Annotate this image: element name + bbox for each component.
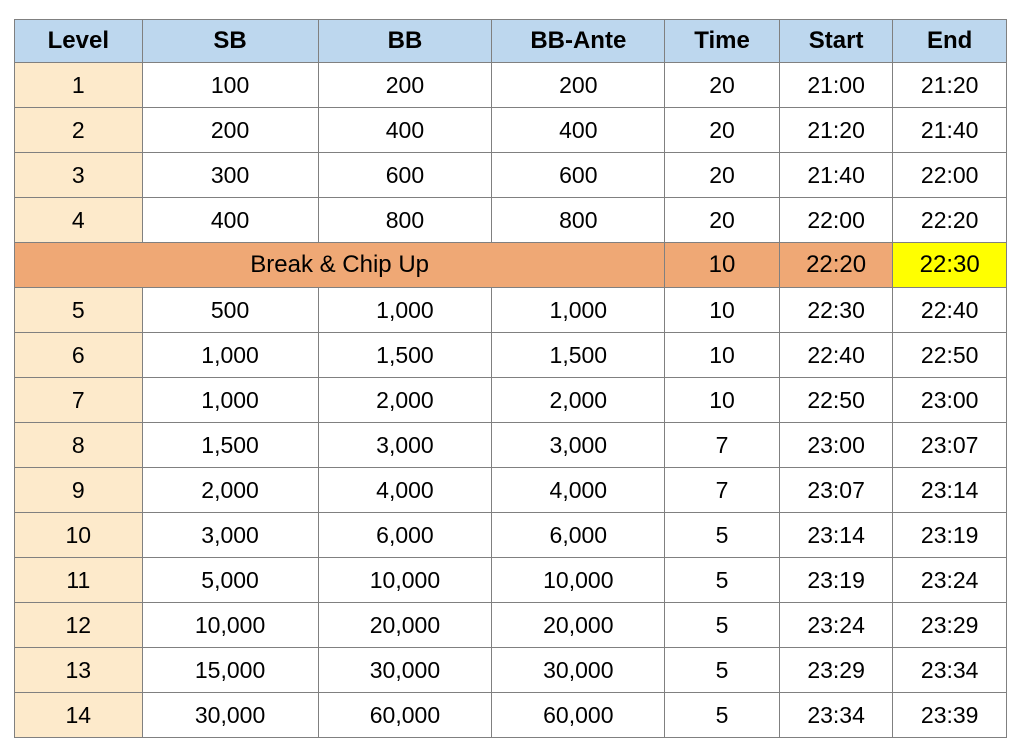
column-header-bb: BB (318, 20, 492, 63)
cell-level: 7 (15, 378, 143, 423)
table-row (15, 108, 1007, 153)
cell-bb-ante: 200 (492, 63, 665, 108)
cell-time: 10 (665, 288, 780, 333)
cell-sb: 200 (142, 108, 318, 153)
cell-start: 23:29 (779, 648, 893, 693)
table-row (15, 513, 1007, 558)
cell-start: 23:07 (779, 468, 893, 513)
tournament-structure-table (14, 19, 1007, 738)
cell-start: 22:50 (779, 378, 893, 423)
cell-sb: 1,500 (142, 423, 318, 468)
column-header-start: Start (779, 20, 893, 63)
cell-bb: 400 (318, 108, 492, 153)
cell-bb: 60,000 (318, 693, 492, 738)
cell-sb: 300 (142, 153, 318, 198)
cell-sb: 5,000 (142, 558, 318, 603)
cell-bb-ante: 10,000 (492, 558, 665, 603)
cell-sb: 100 (142, 63, 318, 108)
table-row (15, 288, 1007, 333)
cell-bb-ante: 600 (492, 153, 665, 198)
cell-bb: 20,000 (318, 603, 492, 648)
column-header-end: End (893, 20, 1007, 63)
cell-sb: 500 (142, 288, 318, 333)
column-header-bb-ante: BB-Ante (492, 20, 665, 63)
cell-level: 6 (15, 333, 143, 378)
cell-time: 5 (665, 558, 780, 603)
cell-bb: 2,000 (318, 378, 492, 423)
cell-start: 21:40 (779, 153, 893, 198)
cell-end: 21:20 (893, 63, 1007, 108)
cell-start: 22:30 (779, 288, 893, 333)
cell-bb: 10,000 (318, 558, 492, 603)
cell-end: 22:40 (893, 288, 1007, 333)
cell-level: 12 (15, 603, 143, 648)
cell-time: 5 (665, 603, 780, 648)
cell-start: 23:24 (779, 603, 893, 648)
cell-start: 21:20 (779, 108, 893, 153)
cell-end: 22:00 (893, 153, 1007, 198)
cell-level: 14 (15, 693, 143, 738)
cell-start: 22:40 (779, 333, 893, 378)
cell-end: 23:19 (893, 513, 1007, 558)
table-row (15, 378, 1007, 423)
cell-bb-ante: 6,000 (492, 513, 665, 558)
cell-bb-ante: 20,000 (492, 603, 665, 648)
cell-bb-ante: 3,000 (492, 423, 665, 468)
cell-sb: 3,000 (142, 513, 318, 558)
cell-end: 23:39 (893, 693, 1007, 738)
table-row (15, 153, 1007, 198)
table-row (15, 63, 1007, 108)
cell-time: 20 (665, 63, 780, 108)
cell-time: 7 (665, 468, 780, 513)
cell-bb: 3,000 (318, 423, 492, 468)
table-row (15, 333, 1007, 378)
cell-bb: 1,500 (318, 333, 492, 378)
cell-start: 22:00 (779, 198, 893, 243)
cell-bb: 4,000 (318, 468, 492, 513)
cell-start: 23:34 (779, 693, 893, 738)
cell-time: 5 (665, 693, 780, 738)
table-row (15, 693, 1007, 738)
column-header-level: Level (15, 20, 143, 63)
cell-start: 23:19 (779, 558, 893, 603)
cell-bb-ante: 60,000 (492, 693, 665, 738)
cell-end: 22:20 (893, 198, 1007, 243)
table-row (15, 468, 1007, 513)
cell-level: 3 (15, 153, 143, 198)
cell-bb: 600 (318, 153, 492, 198)
cell-bb: 800 (318, 198, 492, 243)
cell-bb-ante: 1,500 (492, 333, 665, 378)
cell-time: 10 (665, 333, 780, 378)
cell-bb: 30,000 (318, 648, 492, 693)
cell-start: 23:14 (779, 513, 893, 558)
cell-sb: 30,000 (142, 693, 318, 738)
cell-bb: 6,000 (318, 513, 492, 558)
cell-time: 5 (665, 648, 780, 693)
cell-end: 23:00 (893, 378, 1007, 423)
cell-end: 21:40 (893, 108, 1007, 153)
blind-structure-table (14, 19, 1007, 738)
cell-end: 23:24 (893, 558, 1007, 603)
cell-level: 5 (15, 288, 143, 333)
cell-time: 20 (665, 108, 780, 153)
cell-sb: 15,000 (142, 648, 318, 693)
cell-level: 13 (15, 648, 143, 693)
cell-bb-ante: 2,000 (492, 378, 665, 423)
cell-level: 9 (15, 468, 143, 513)
cell-level: 10 (15, 513, 143, 558)
cell-bb: 200 (318, 63, 492, 108)
cell-time: 10 (665, 378, 780, 423)
cell-time: 5 (665, 513, 780, 558)
cell-level: 2 (15, 108, 143, 153)
cell-sb: 10,000 (142, 603, 318, 648)
column-header-sb: SB (142, 20, 318, 63)
cell-start: 23:00 (779, 423, 893, 468)
cell-bb-ante: 400 (492, 108, 665, 153)
cell-end: 23:14 (893, 468, 1007, 513)
table-body (15, 63, 1007, 738)
table-row (15, 423, 1007, 468)
cell-level: 11 (15, 558, 143, 603)
cell-end: 23:34 (893, 648, 1007, 693)
cell-start: 22:20 (779, 243, 893, 288)
cell-sb: 1,000 (142, 333, 318, 378)
cell-bb-ante: 30,000 (492, 648, 665, 693)
table-row (15, 558, 1007, 603)
table-row (15, 648, 1007, 693)
cell-bb-ante: 4,000 (492, 468, 665, 513)
cell-level: 8 (15, 423, 143, 468)
cell-time: 7 (665, 423, 780, 468)
cell-start: 21:00 (779, 63, 893, 108)
break-label: Break & Chip Up (15, 243, 665, 288)
cell-bb-ante: 800 (492, 198, 665, 243)
cell-bb-ante: 1,000 (492, 288, 665, 333)
cell-end: 23:07 (893, 423, 1007, 468)
table-row (15, 198, 1007, 243)
cell-level: 4 (15, 198, 143, 243)
cell-sb: 2,000 (142, 468, 318, 513)
cell-time: 20 (665, 198, 780, 243)
cell-bb: 1,000 (318, 288, 492, 333)
cell-level: 1 (15, 63, 143, 108)
table-header-row (15, 20, 1007, 63)
cell-sb: 1,000 (142, 378, 318, 423)
cell-end: 23:29 (893, 603, 1007, 648)
cell-sb: 400 (142, 198, 318, 243)
cell-time: 20 (665, 153, 780, 198)
cell-time: 10 (665, 243, 780, 288)
table-row (15, 603, 1007, 648)
cell-end: 22:50 (893, 333, 1007, 378)
column-header-time: Time (665, 20, 780, 63)
table-row-break (15, 243, 1007, 288)
cell-end-highlighted: 22:30 (893, 243, 1007, 288)
